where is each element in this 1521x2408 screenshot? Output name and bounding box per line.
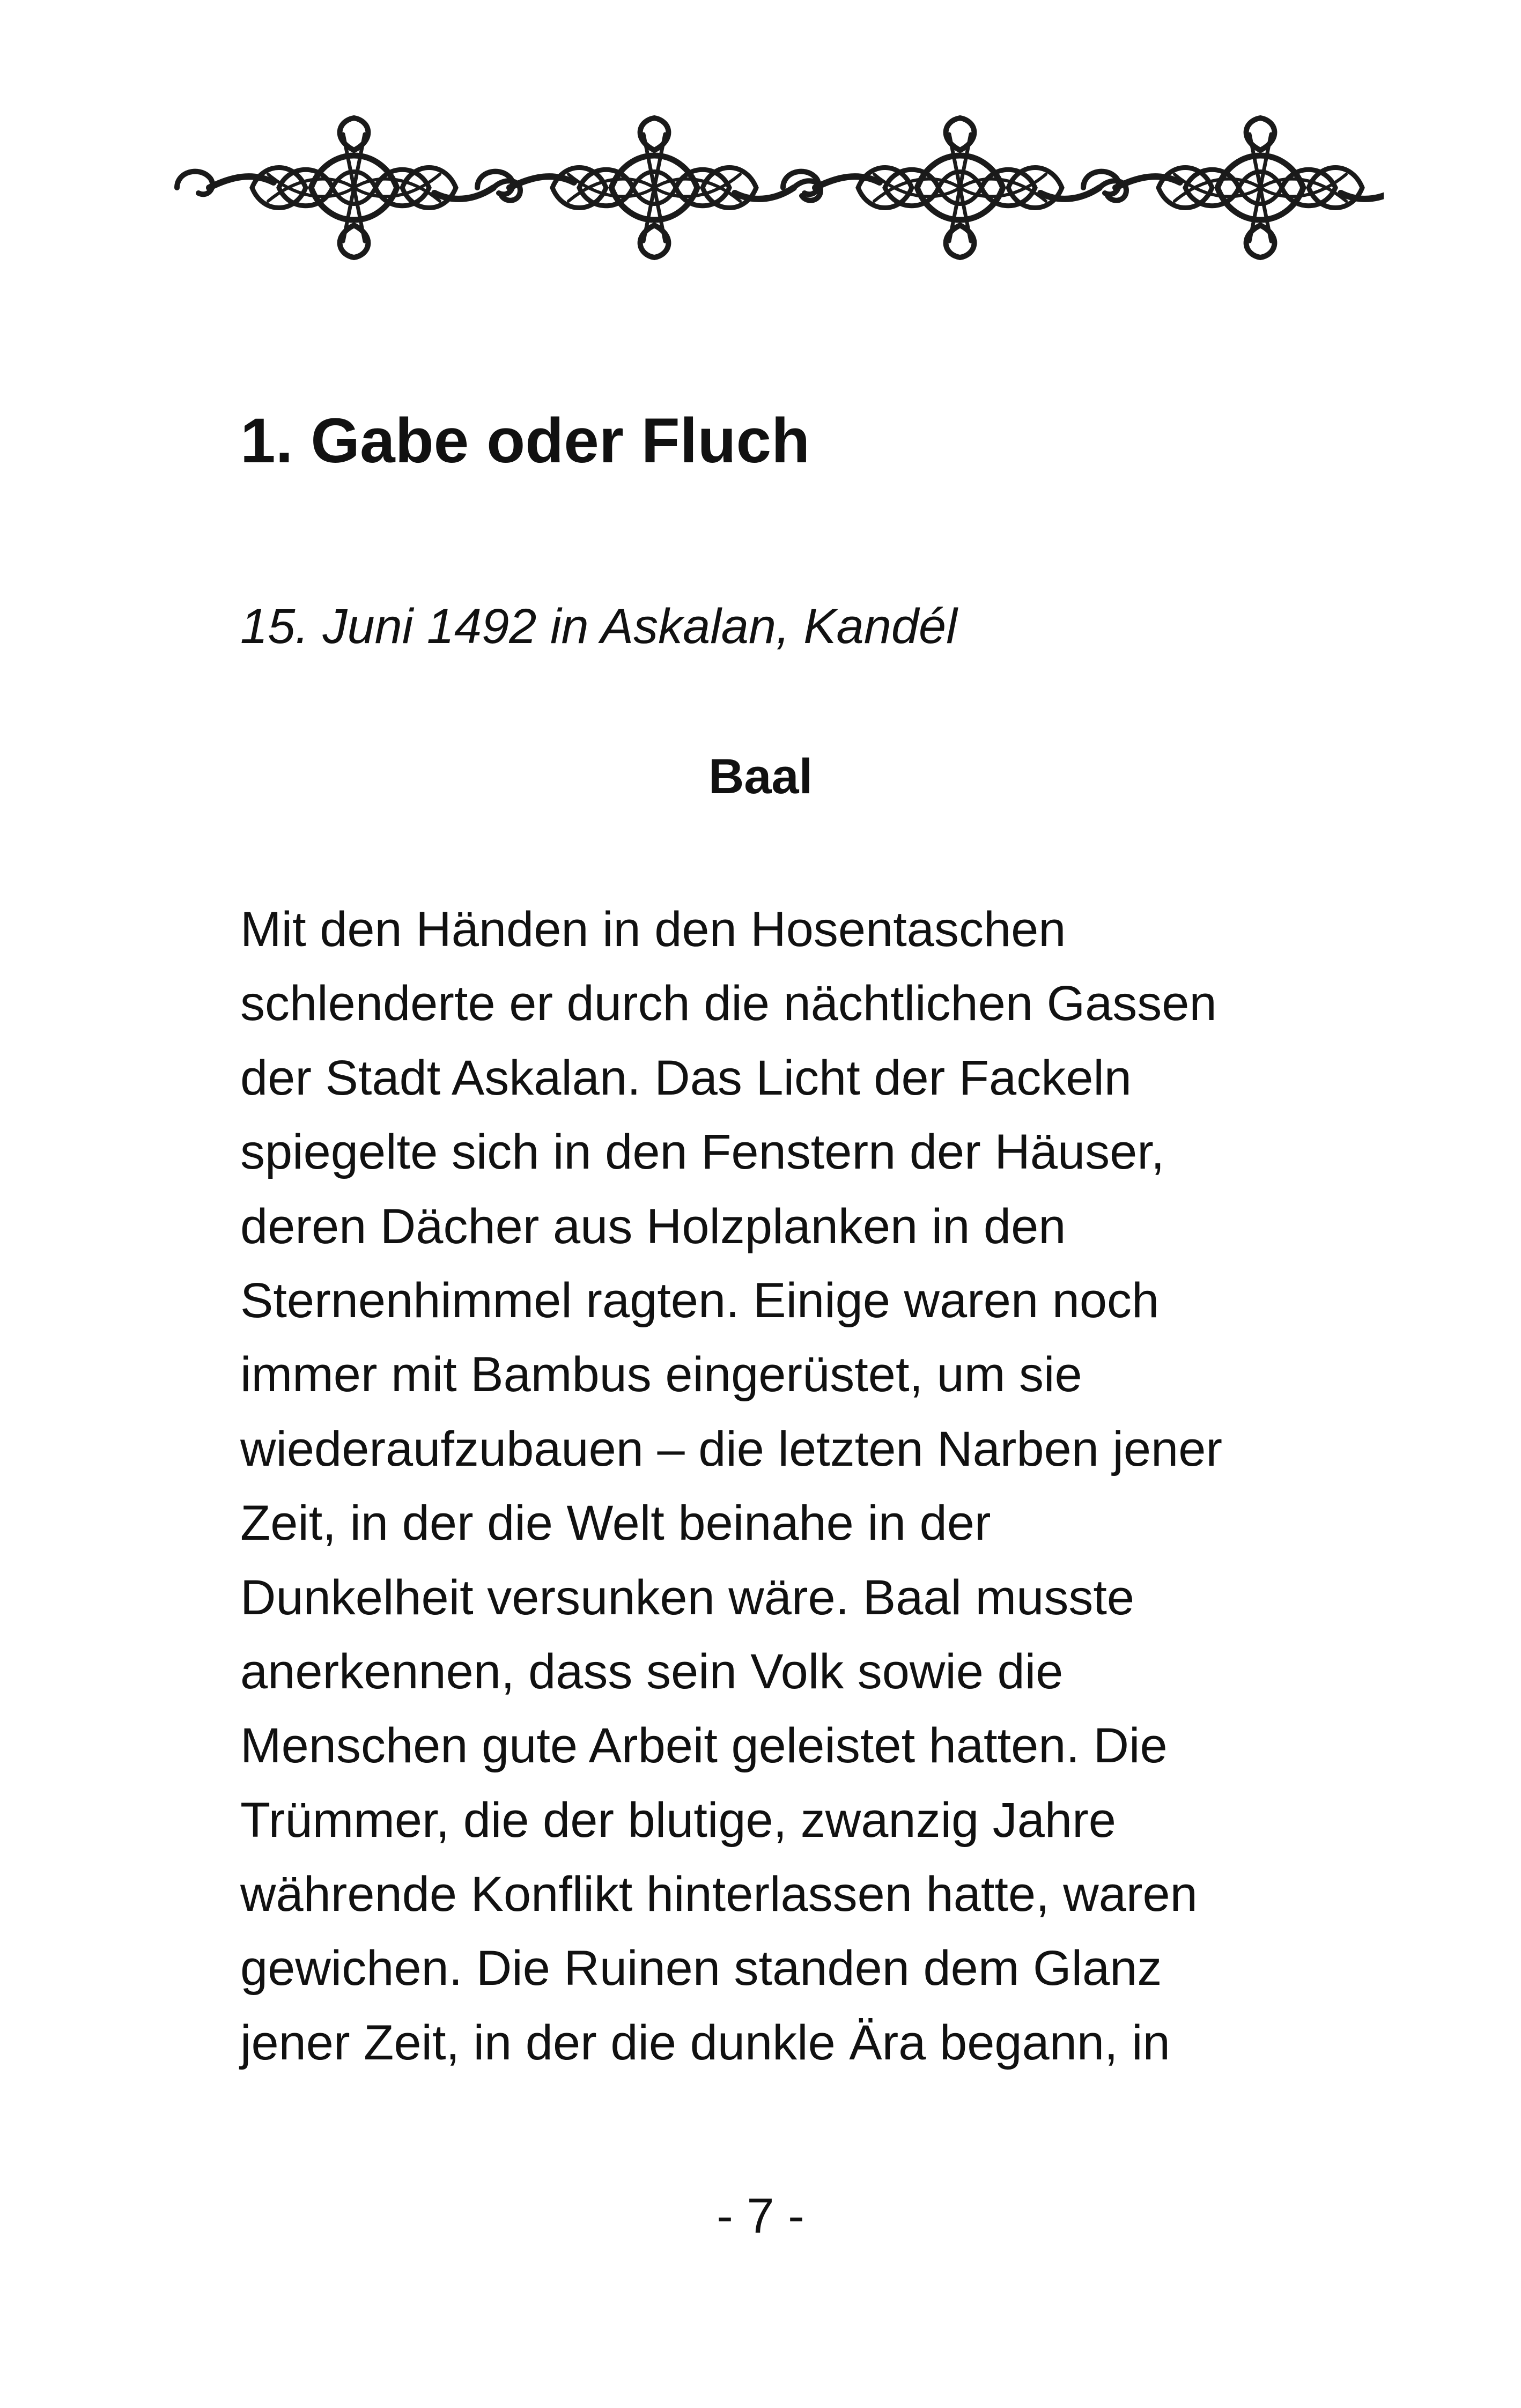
body-line: Dunkelheit versunken wäre. Baal musste [240, 1570, 1135, 1625]
body-line: Mit den Händen in den Hosentaschen [240, 902, 1066, 957]
body-line: schlenderte er durch die nächtlichen Gassen [240, 976, 1217, 1031]
chapter-title: 1. Gabe oder Fluch [240, 405, 810, 476]
body-line: immer mit Bambus eingerüstet, um sie [240, 1347, 1082, 1402]
body-line: gewichen. Die Ruinen standen dem Glanz [240, 1941, 1162, 1996]
chapter-dateline: 15. Juni 1492 in Askalan, Kandél [240, 599, 957, 654]
body-line: jener Zeit, in der die dunkle Ära begann, in [240, 2015, 1170, 2070]
body-line: wiederaufzubauen – die letzten Narben jener [240, 1421, 1223, 1476]
body-paragraph [240, 892, 1340, 2080]
pov-character-heading: Baal [708, 749, 813, 804]
body-line: spiegelte sich in den Fenstern der Häuser, [240, 1125, 1165, 1180]
body-line: anerkennen, dass sein Volk sowie die [240, 1644, 1064, 1699]
body-line: deren Dächer aus Holzplanken in den [240, 1199, 1066, 1254]
body-line: Sternenhimmel ragten. Einige waren noch [240, 1273, 1160, 1328]
body-line: Trümmer, die der blutige, zwanzig Jahre [240, 1792, 1116, 1848]
body-line: währende Konflikt hinterlassen hatte, waren [240, 1867, 1198, 1922]
celtic-knot-ornament-icon [172, 113, 1384, 263]
body-line: der Stadt Askalan. Das Licht der Fackeln [240, 1050, 1132, 1105]
body-line: Zeit, in der die Welt beinahe in der [240, 1496, 991, 1551]
body-line: Menschen gute Arbeit geleistet hatten. Die [240, 1718, 1168, 1774]
page-number: - 7 - [717, 2189, 804, 2243]
